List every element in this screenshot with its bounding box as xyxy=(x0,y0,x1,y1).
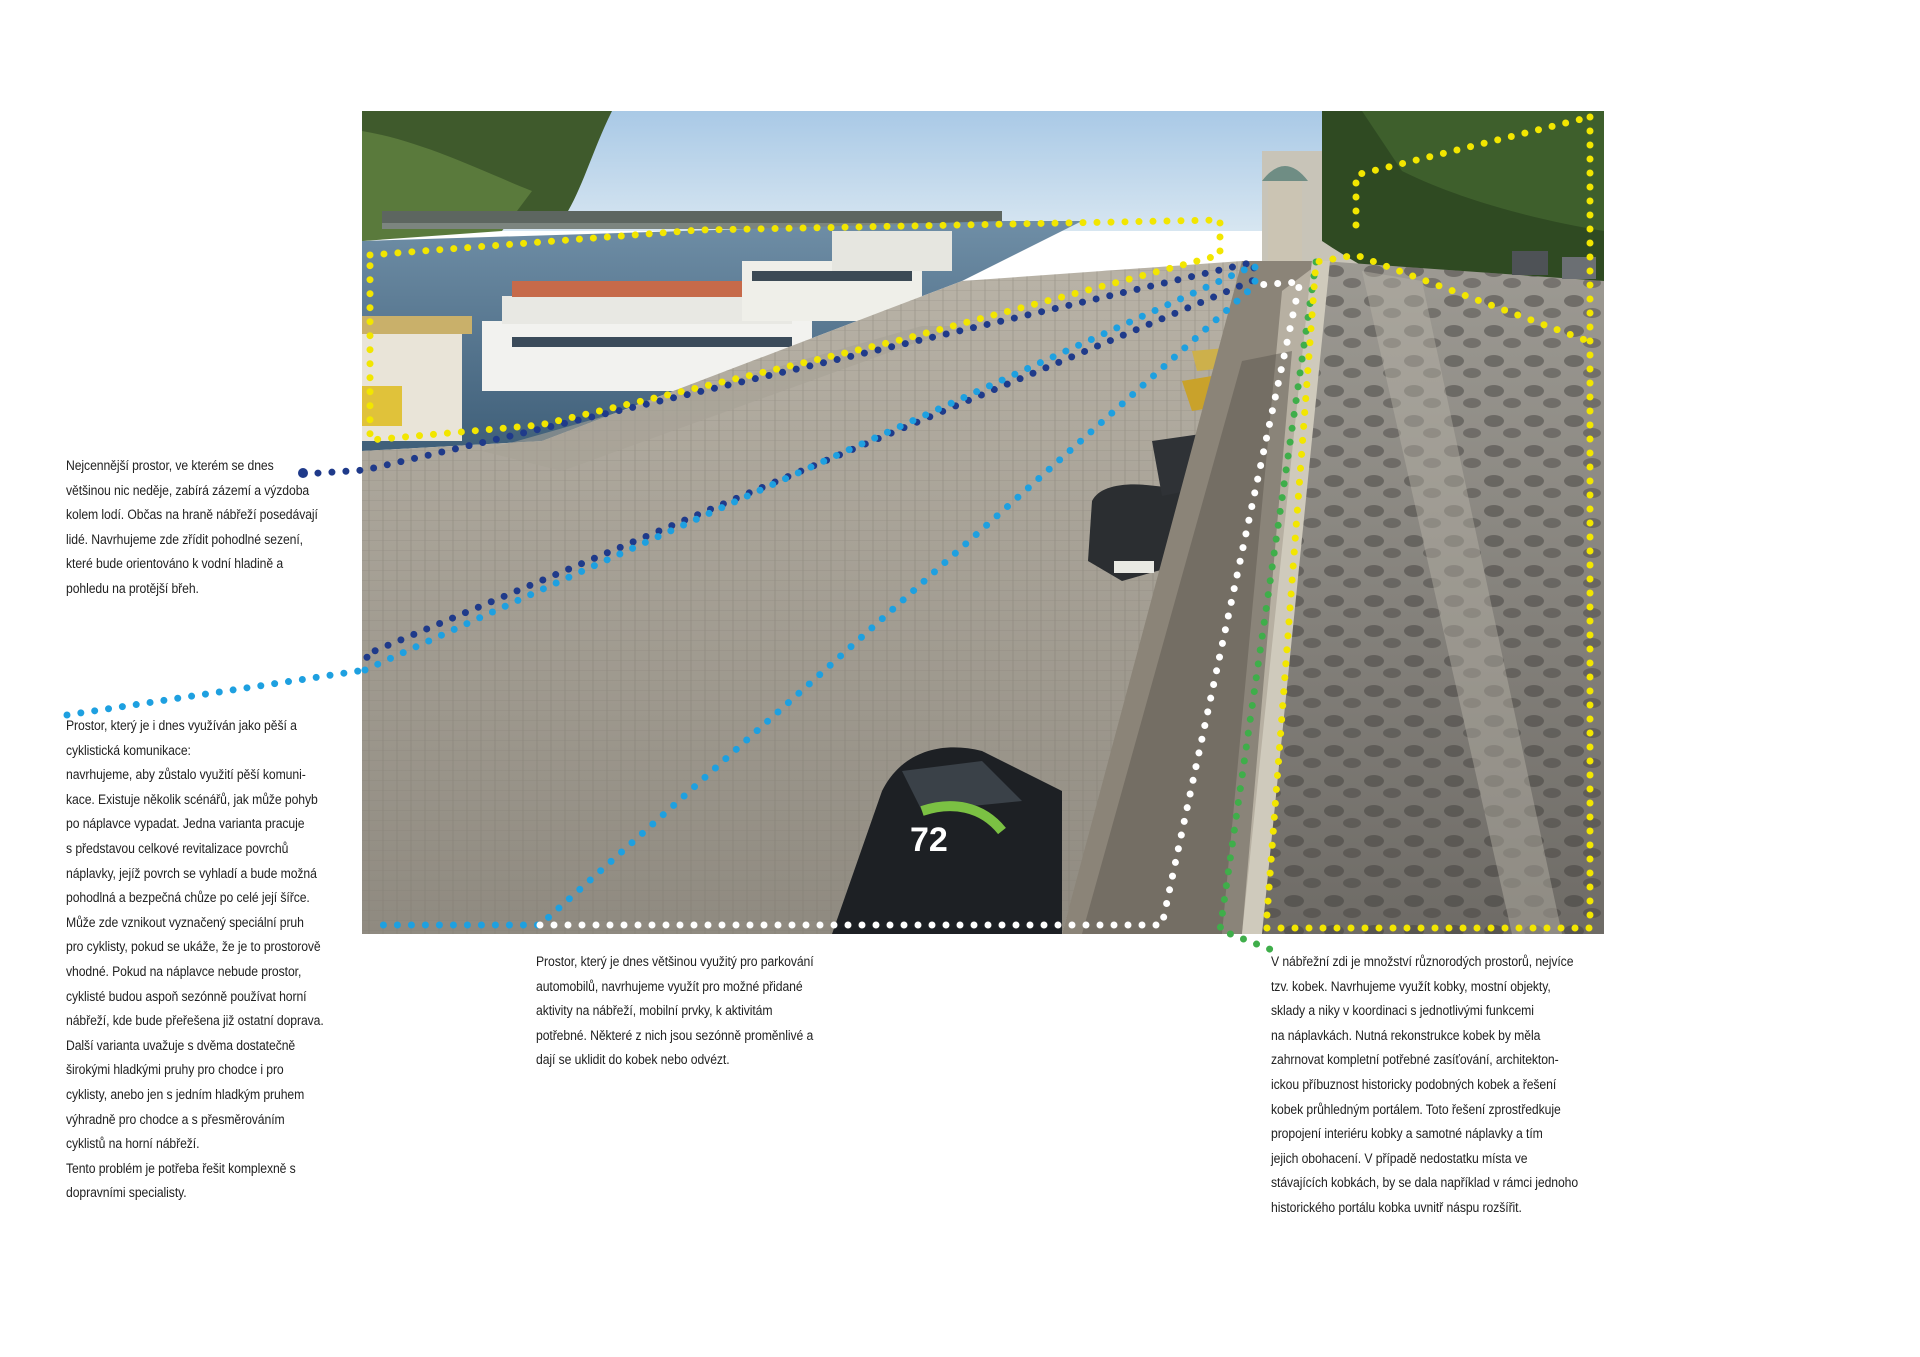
note-line: s představou celkové revitalizace povrchů xyxy=(66,840,289,857)
note-line: Další varianta uvažuje s dvěma dostatečně xyxy=(66,1037,296,1054)
note-line: sklady a niky v koordinaci s jednotlivými funkcemi xyxy=(1271,1003,1534,1020)
note-line: nábřeží, kde bude přeřešena již ostatní doprava. xyxy=(66,1013,324,1030)
note-line: většinou nic neděje, zabírá zázemí a výzdoba xyxy=(66,482,310,499)
note-line: kace. Existuje několik scénářů, jak může pohyb xyxy=(66,791,318,808)
note-line: kolem lodí. Občas na hraně nábřeží posedávají xyxy=(66,507,318,524)
note-line: pohledu na protější břeh. xyxy=(66,580,199,597)
note-line: jejich obohacení. V případě nedostatku místa ve xyxy=(1271,1150,1528,1167)
note-line: na náplavkách. Nutná rekonstrukce kobek by měla xyxy=(1271,1027,1541,1044)
note-line: náplavky, jejíž povrch se vyhladí a bude možná xyxy=(66,865,317,882)
note-line: historického portálu kobka uvnitř náspu rozšířit. xyxy=(1271,1199,1522,1216)
note-line: tzv. kobek. Navrhujeme využít kobky, mostní objekty, xyxy=(1271,978,1551,995)
note-line: po náplavce vypadat. Jedna varianta pracuje xyxy=(66,816,305,833)
note-pedestrian-zone xyxy=(66,714,366,1206)
note-line: výhradně pro chodce a s přesměrováním xyxy=(66,1111,285,1128)
note-line: navrhujeme, aby zůstalo využití pěší komuni- xyxy=(66,767,306,784)
note-line: automobilů, navrhujeme využít pro možné přidané xyxy=(536,978,803,995)
note-line: aktivity na nábřeží, mobilní prvky, k aktivitám xyxy=(536,1003,773,1020)
note-line: V nábřežní zdi je množství různorodých prostorů, nejvíce xyxy=(1271,954,1574,970)
note-line: Může zde vznikout vyznačený speciální pruh xyxy=(66,914,304,931)
note-line: dají se uklidit do kobek nebo odvézt. xyxy=(536,1052,730,1069)
embankment-photo xyxy=(362,111,1604,934)
note-line: cyklistů na horní nábřeží. xyxy=(66,1136,200,1153)
note-line: kobek průhledným portálem. Toto řešení zprostředkuje xyxy=(1271,1101,1561,1118)
note-line: širokými hladkými pruhy pro chodce i pro xyxy=(66,1062,284,1079)
note-line: které bude orientováno k vodní hladině a xyxy=(66,556,284,573)
note-line: Tento problém je potřeba řešit komplexně s xyxy=(66,1160,296,1177)
note-line: Prostor, který je i dnes využíván jako pěší a xyxy=(66,718,297,734)
note-line: cyklistická komunikace: xyxy=(66,742,191,759)
note-line: vhodné. Pokud na náplavce nebude prostor, xyxy=(66,963,302,980)
note-wall-zone xyxy=(1271,950,1628,1221)
note-line: Prostor, který je dnes většinou využitý pro parkování xyxy=(536,954,814,970)
note-line: cyklisté budou aspoň sezónně používat horní xyxy=(66,988,307,1005)
note-line: ickou příbuznost historicky podobných kobek a řešení xyxy=(1271,1076,1557,1093)
note-line: cyklisty, anebo jen s jedním hladkým pruhem xyxy=(66,1086,305,1103)
note-line: dopravními specialisty. xyxy=(66,1185,187,1202)
note-line: zahrnovat kompletní potřebné zasíťování, architekton- xyxy=(1271,1052,1559,1069)
note-boat-zone xyxy=(66,454,359,602)
note-line: lidé. Navrhujeme zde zřídit pohodlné sezení, xyxy=(66,531,303,548)
note-line: Nejcennější prostor, ve kterém se dnes xyxy=(66,458,274,474)
note-line: potřebné. Některé z nich jsou sezónně proměnlivé a xyxy=(536,1027,814,1044)
note-line: pohodlná a bezpečná chůze po celé její šířce. xyxy=(66,890,310,907)
note-line: pro cyklisty, pokud se ukáže, že je to prostorově xyxy=(66,939,321,956)
note-line: propojení interiéru kobky a samotné náplavky a tím xyxy=(1271,1126,1543,1143)
note-parking-zone xyxy=(536,950,859,1073)
note-line: stávajících kobkách, by se dala například v rámci jednoho xyxy=(1271,1175,1579,1192)
car-number: 72 xyxy=(910,821,948,859)
